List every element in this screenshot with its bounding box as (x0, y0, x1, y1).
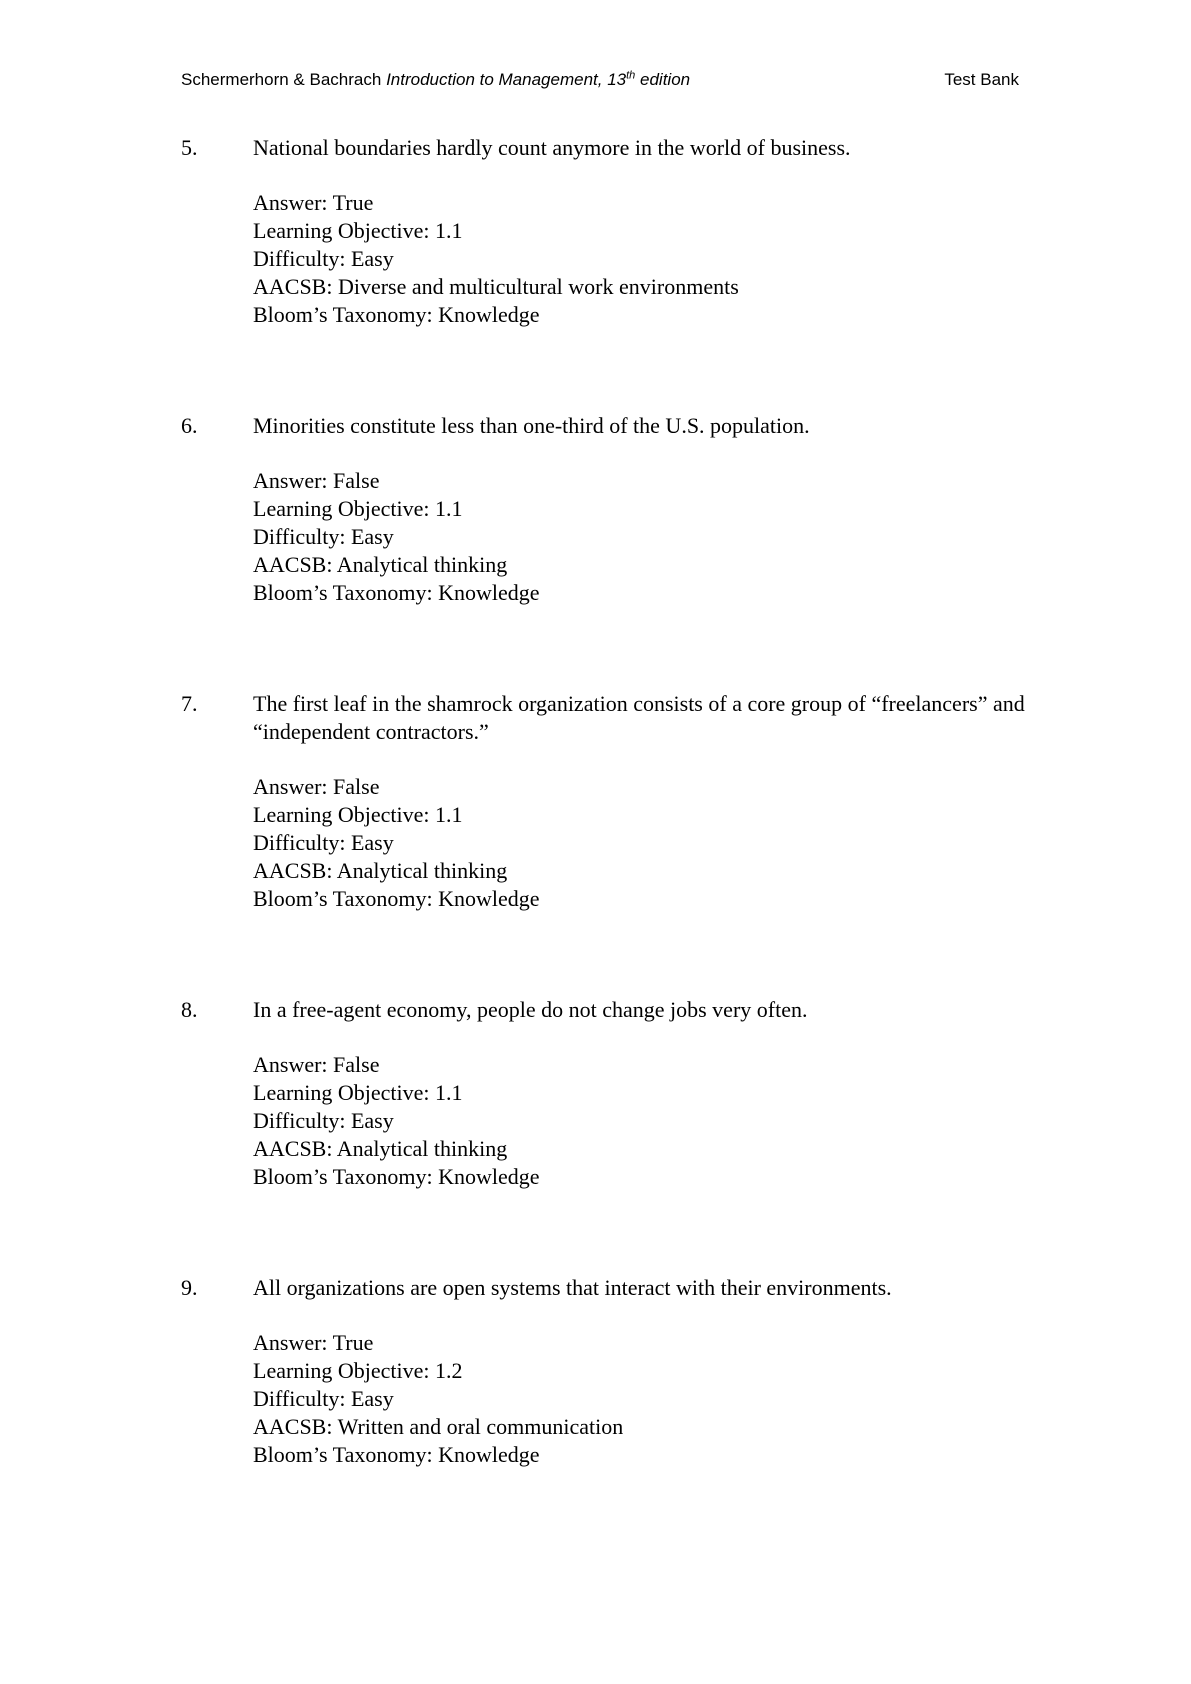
question-number: 7. (181, 691, 198, 716)
question-bloom-taxonomy: Bloom’s Taxonomy: Knowledge (253, 1164, 540, 1189)
header-book-title (386, 70, 690, 89)
question-bloom-taxonomy: Bloom’s Taxonomy: Knowledge (253, 302, 540, 327)
question-aacsb: AACSB: Diverse and multicultural work environments (253, 274, 739, 299)
question-aacsb: AACSB: Analytical thinking (253, 1136, 508, 1161)
question-number: 6. (181, 413, 198, 438)
question-difficulty: Difficulty: Easy (253, 830, 394, 855)
question-answer: Answer: False (253, 774, 380, 799)
question-learning-objective: Learning Objective: 1.1 (253, 1080, 463, 1105)
question-learning-objective: Learning Objective: 1.1 (253, 218, 463, 243)
question-difficulty: Difficulty: Easy (253, 246, 394, 271)
question-text: In a free-agent economy, people do not change jobs very often. (253, 997, 808, 1022)
header-edition-word: edition (635, 70, 691, 89)
question-text: National boundaries hardly count anymore in the world of business. (253, 135, 851, 160)
question-number: 5. (181, 135, 198, 160)
header-authors: Schermerhorn & Bachrach (181, 70, 382, 89)
question-text: Minorities constitute less than one-third of the U.S. population. (253, 413, 810, 438)
page-header (181, 70, 1019, 96)
header-edition-superscript: th (626, 69, 636, 82)
question-body (253, 1274, 1083, 1469)
header-test-bank-label: Test Bank (944, 70, 1019, 89)
question-bloom-taxonomy: Bloom’s Taxonomy: Knowledge (253, 886, 540, 911)
question-text: All organizations are open systems that interact with their environments. (253, 1275, 892, 1300)
question-bloom-taxonomy: Bloom’s Taxonomy: Knowledge (253, 1442, 540, 1467)
question-text: The first leaf in the shamrock organization consists of a core group of “freelancers” and “independent contractors.” (253, 691, 1025, 744)
question-aacsb: AACSB: Analytical thinking (253, 552, 508, 577)
question-difficulty: Difficulty: Easy (253, 1386, 394, 1411)
header-book-citation (181, 70, 690, 90)
question-body (253, 412, 1083, 607)
question-answer: Answer: True (253, 190, 374, 215)
question-aacsb: AACSB: Written and oral communication (253, 1414, 624, 1439)
question-answer: Answer: False (253, 1052, 380, 1077)
question-learning-objective: Learning Objective: 1.1 (253, 802, 463, 827)
header-book-title-text: Introduction to Management, 13 (386, 70, 627, 89)
question-difficulty: Difficulty: Easy (253, 1108, 394, 1133)
question-number: 9. (181, 1275, 198, 1300)
question-answer: Answer: True (253, 1330, 374, 1355)
question-learning-objective: Learning Objective: 1.2 (253, 1358, 463, 1383)
question-body (253, 690, 1083, 913)
question-body (253, 134, 1083, 329)
question-bloom-taxonomy: Bloom’s Taxonomy: Knowledge (253, 580, 540, 605)
question-learning-objective: Learning Objective: 1.1 (253, 496, 463, 521)
question-answer: Answer: False (253, 468, 380, 493)
question-aacsb: AACSB: Analytical thinking (253, 858, 508, 883)
question-number: 8. (181, 997, 198, 1022)
question-body (253, 996, 1083, 1191)
question-difficulty: Difficulty: Easy (253, 524, 394, 549)
